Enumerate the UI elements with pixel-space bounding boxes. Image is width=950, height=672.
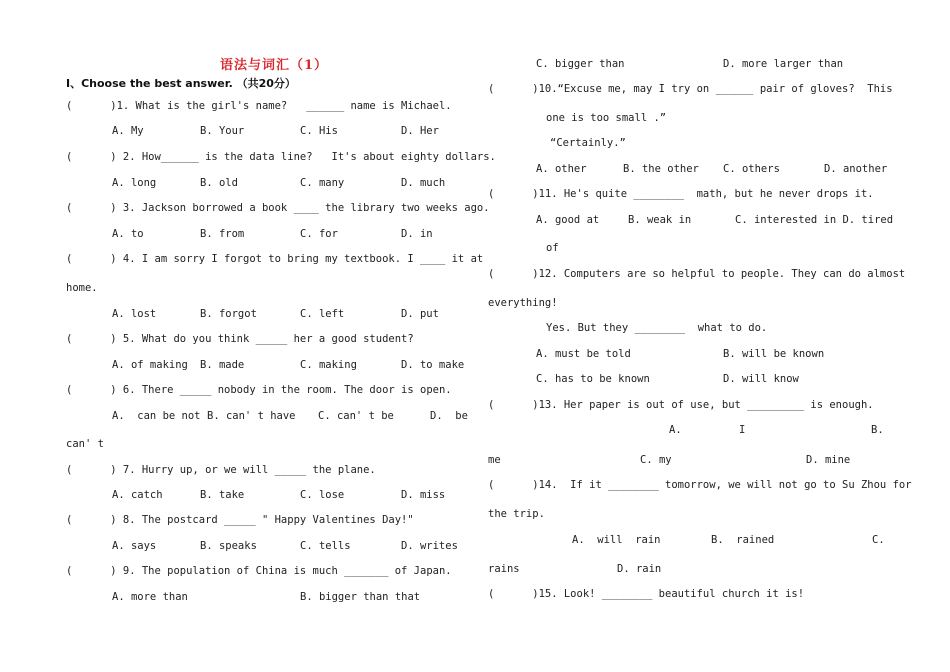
q5-option-c: C. making [300,359,357,371]
q6-option-a: A. can be not [112,410,201,422]
section-heading: Ⅰ、Choose the best answer. （共20分） [66,77,296,90]
q12-option-b: B. will be known [723,348,825,360]
q13-option-b: B. [871,424,884,436]
q5-option-d: D. to make [401,359,465,371]
q9-option-b: B. bigger than that [300,591,421,603]
question-5: ( ) 5. What do you think _____ her a good student? [66,333,414,345]
question-3: ( ) 3. Jackson borrowed a book ____ the library two weeks ago. [66,202,490,214]
q2-option-d: D. much [401,177,446,189]
q10-option-c: C. others [723,163,780,175]
q13-option-d: D. mine [806,454,851,466]
question-11-continued: of [546,242,559,254]
q12-option-a: A. must be told [536,348,631,360]
q14-option-b: B. rained [711,534,775,546]
q7-option-c: C. lose [300,489,345,501]
q1-option-c: C. His [300,125,338,137]
q7-option-b: B. take [200,489,245,501]
question-12-line-2: everything! [488,297,558,309]
q3-option-a: A. to [112,228,144,240]
q14-option-d: D. rain [617,563,662,575]
q6-option-b: B. can' t have [207,410,296,422]
q9-option-d: D. more larger than [723,58,844,70]
q8-option-a: A. says [112,540,157,552]
q13-option-c: C. my [640,454,672,466]
question-11: ( )11. He's quite ________ math, but he never drops it. [488,188,874,200]
q8-option-b: B. speaks [200,540,257,552]
q11-option-c-d: C. interested in D. tired [735,214,894,226]
q10-option-a: A. other [536,163,587,175]
q10-option-b: B. the other [623,163,699,175]
question-12: ( )12. Computers are so helpful to people. They can do almost [488,268,906,280]
worksheet-title: 语法与词汇（1） [220,58,329,73]
q1-option-a: A. My [112,125,144,137]
q4-option-d: D. put [401,308,439,320]
q11-option-b: B. weak in [628,214,692,226]
question-15: ( )15. Look! ________ beautiful church it is! [488,588,805,600]
q8-option-d: D. writes [401,540,458,552]
q5-option-a: A. of making [112,359,188,371]
q4-option-a: A. lost [112,308,157,320]
q10-option-d: D. another [824,163,888,175]
q14-option-a: A. will rain [572,534,661,546]
question-6: ( ) 6. There _____ nobody in the room. The door is open. [66,384,452,396]
question-14-line-2: the trip. [488,508,545,520]
q12-option-c: C. has to be known [536,373,650,385]
question-9: ( ) 9. The population of China is much _______ of Japan. [66,565,452,577]
question-10-line-3: “Certainly.” [550,137,626,149]
q2-option-b: B. old [200,177,238,189]
q1-option-b: B. Your [200,125,245,137]
q4-option-c: C. left [300,308,345,320]
q3-option-d: D. in [401,228,433,240]
q12-option-d: D. will know [723,373,799,385]
q11-option-a: A. good at [536,214,600,226]
q1-option-d: D. Her [401,125,439,137]
q13-option-a-text: I [739,424,746,436]
question-7: ( ) 7. Hurry up, or we will _____ the plane. [66,464,376,476]
q2-option-a: A. long [112,177,157,189]
q9-option-a: A. more than [112,591,188,603]
q7-option-d: D. miss [401,489,446,501]
q14-option-c: C. [872,534,885,546]
question-6-continued: can' t [66,438,104,450]
q13-option-b-text: me [488,454,501,466]
question-14: ( )14. If it ________ tomorrow, we will not go to Su Zhou for [488,479,912,491]
question-4: ( ) 4. I am sorry I forgot to bring my textbook. I ____ it at [66,253,484,265]
q6-option-c: C. can' t be [318,410,394,422]
question-1: ( )1. What is the girl's name? ______ name is Michael. [66,100,452,112]
q14-option-c-text: rains [488,563,520,575]
q5-option-b: B. made [200,359,245,371]
question-4-continued: home. [66,282,98,294]
question-2: ( ) 2. How______ is the data line? It's about eighty dollars. [66,151,496,163]
q2-option-c: C. many [300,177,345,189]
question-13: ( )13. Her paper is out of use, but _________ is enough. [488,399,874,411]
q4-option-b: B. forgot [200,308,257,320]
q13-option-a: A. [669,424,682,436]
question-12-line-3: Yes. But they ________ what to do. [546,322,768,334]
q7-option-a: A. catch [112,489,163,501]
q8-option-c: C. tells [300,540,351,552]
question-10: ( )10.“Excuse me, may I try on ______ pair of gloves? This [488,83,893,95]
question-10-line-2: one is too small .” [546,112,667,124]
q9-option-c: C. bigger than [536,58,625,70]
q6-option-d: D. be [430,410,468,422]
question-8: ( ) 8. The postcard _____ " Happy Valentines Day!" [66,514,414,526]
q3-option-b: B. from [200,228,245,240]
q3-option-c: C. for [300,228,338,240]
